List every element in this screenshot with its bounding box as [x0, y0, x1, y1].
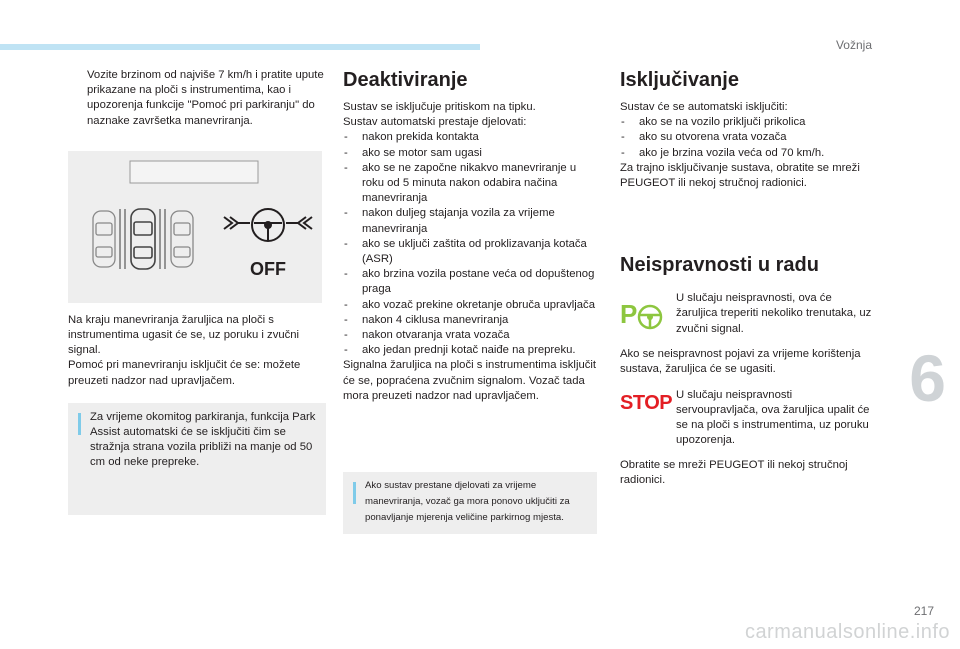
parked-car-left-icon	[93, 211, 115, 267]
switch-off-line1: Sustav će se automatski isključiti:	[620, 101, 788, 113]
perpendicular-parking-note	[68, 403, 326, 515]
park-assist-illustration	[68, 151, 322, 303]
note-text: Ako sustav prestane djelovati za vrijeme manevriranja, vozač ga mora ponovo uključiti za ponavljanje mjerenja veličine parkirnog mjesta.	[365, 480, 570, 524]
malfunction-paragraph: Ako se neispravnost pojavi za vrijeme korištenja sustava, žaruljica će se ugasiti.	[620, 348, 861, 376]
note-text: Za vrijeme okomitog parkiranja, funkcija Park Assist automatski će se isključiti čim se stražnja strana vozila približi na manje od 50 cm od neke prepreke.	[90, 410, 316, 469]
icon1-text: U slučaju neispravnosti, ova će žaruljica treperiti nekoliko trenutaka, uz zvučni signal.	[676, 292, 872, 335]
top-accent-bar	[0, 44, 480, 50]
chapter-tab	[909, 338, 960, 428]
stop-warning-icon: STOP	[620, 391, 673, 414]
off-label: OFF	[250, 258, 286, 279]
reactivation-note	[343, 472, 597, 534]
steering-warning-row	[620, 388, 880, 450]
column-1	[68, 68, 326, 515]
parked-car-right-icon	[171, 211, 193, 267]
deactivation-list	[343, 130, 601, 358]
list-item: - ako su otvorena vrata vozača	[620, 130, 880, 145]
park-assist-warning-row	[620, 291, 880, 343]
list-item: - nakon duljeg stajanja vozila za vrijeme manevriranja	[343, 206, 601, 236]
column-2	[343, 68, 601, 534]
deactivation-line2: Sustav automatski prestaje djelovati:	[343, 116, 527, 129]
park-assist-warning-icon	[620, 295, 668, 335]
steering-wheel-icon	[252, 209, 284, 241]
list-item: - ako je brzina vozila veća od 70 km/h.	[620, 146, 880, 161]
list-item: - ako se motor sam ugasi	[343, 146, 601, 161]
list-item: - ako se na vozilo priključi prikolica	[620, 115, 880, 130]
intro-paragraph: Vozite brzinom od najviše 7 km/h i pratite upute prikazane na ploči s instrumentima, kao i upozorenja funkcije "Pomoć pri parkiranju" do naznake završetka manevriranja.	[87, 69, 324, 127]
list-item: - ako se uključi zaštita od proklizavanja kotača (ASR)	[343, 237, 601, 267]
note-accent-bar	[353, 482, 356, 504]
park-assist-figure	[68, 151, 322, 303]
list-item: - ako jedan prednji kotač naiđe na prepreku.	[343, 343, 601, 358]
switch-off-after: Za trajno isključivanje sustava, obratite se mreži PEUGEOT ili nekoj stručnoj radionici.	[620, 161, 860, 190]
screen-outline	[130, 161, 258, 183]
deactivation-line1: Sustav se isključuje pritiskom na tipku.	[343, 101, 536, 113]
deactivation-after: Signalna žaruljica na ploči s instrumentima isključit će se, popraćena zvučnim signalom. Vozač tada mora preuzeti nadzor nad upravljačem.	[343, 359, 597, 402]
end-maneuver-paragraph: Na kraju manevriranja žaruljica na ploči s instrumentima ugasit će se, uz poruku i zvučni signal.	[68, 313, 300, 357]
list-item: - ako se ne započne nikakvo manevriranje u roku od 5 minuta nakon odabira načina manevriranja	[343, 161, 601, 207]
icon2-text: U slučaju neispravnosti servoupravljača, ova žaruljica upalit će se na ploči s instrumentima, uz poruku upozorenja.	[676, 388, 870, 447]
final-paragraph: Obratite se mreži PEUGEOT ili nekoj stručnoj radionici.	[620, 458, 848, 486]
note-accent-bar	[78, 413, 81, 435]
switch-off-heading: Isključivanje	[620, 69, 739, 91]
deactivation-heading: Deaktiviranje	[343, 69, 468, 91]
column-3	[620, 68, 880, 488]
list-item: - nakon prekida kontakta	[343, 130, 601, 145]
malfunctions-heading: Neispravnosti u radu	[620, 254, 819, 277]
chapter-title: Vožnja	[835, 38, 872, 52]
page-number: 217	[913, 604, 934, 618]
arrow-right-icon	[286, 217, 312, 229]
chapter-number: 6	[909, 341, 946, 415]
list-item: - nakon 4 ciklusa manevriranja	[343, 313, 601, 328]
switch-off-list	[620, 115, 880, 161]
list-item: - nakon otvaranja vrata vozača	[343, 328, 601, 343]
assist-off-paragraph: Pomoć pri manevriranju isključit će se: možete preuzeti nadzor nad upravljačem.	[68, 359, 301, 387]
arrow-left-icon	[224, 217, 250, 229]
svg-text:P: P	[620, 299, 638, 330]
watermark: carmanualsonline.info	[744, 621, 950, 643]
list-item: - ako vozač prekine okretanje obruča upravljača	[343, 298, 601, 313]
list-item: - ako brzina vozila postane veća od dopuštenog praga	[343, 267, 601, 297]
maneuvering-car-icon	[131, 209, 155, 269]
